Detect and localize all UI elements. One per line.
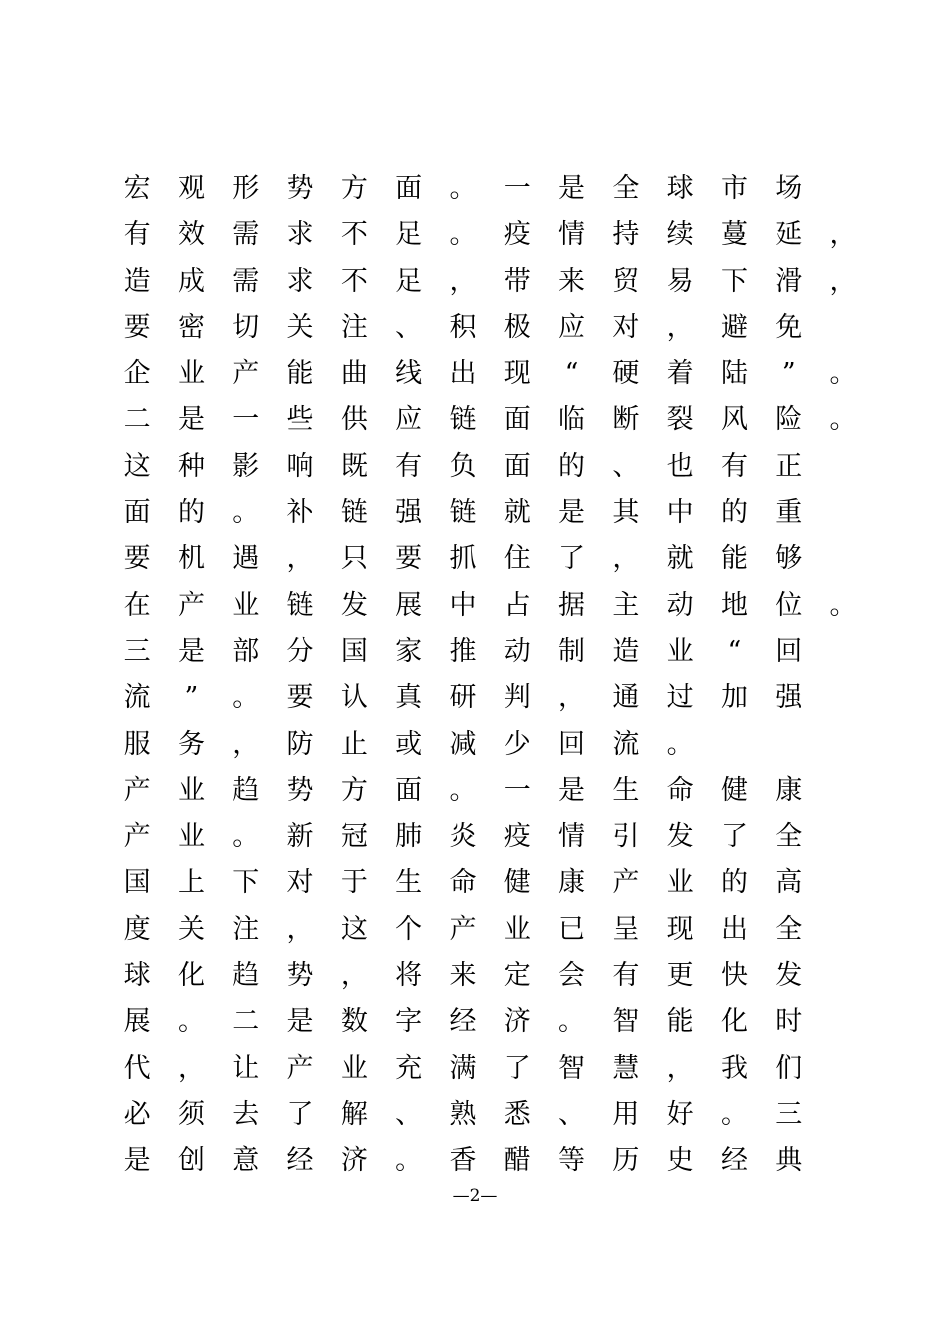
- text-line: 展 。 二 是 数 字 经 济 。 智 能 化 时: [123, 1006, 803, 1038]
- text-line: 这 种 影 响 既 有 负 面 的 、 也 有 正: [123, 450, 803, 482]
- text-line: 球 化 趋 势 ， 将 来 定 会 有 更 快 发: [123, 960, 803, 992]
- text-line: 造 成 需 求 不 足 ， 带 来 贸 易 下 滑 ，: [123, 265, 857, 297]
- text-line: 产 业 趋 势 方 面 。 一 是 生 命 健 康: [123, 774, 803, 806]
- text-line: 宏 观 形 势 方 面 。 一 是 全 球 市 场: [123, 173, 803, 204]
- text-line: 度 关 注 ， 这 个 产 业 已 呈 现 出 全: [123, 913, 803, 945]
- text-line: 面 的 。 补 链 强 链 就 是 其 中 的 重: [123, 497, 803, 529]
- text-line: 服 务 ， 防 止 或 减 少 回 流 。: [123, 728, 694, 760]
- text-line: 国 上 下 对 于 生 命 健 康 产 业 的 高: [123, 867, 803, 899]
- text-line: 有 效 需 求 不 足 。 疫 情 持 续 蔓 延 ，: [123, 219, 857, 251]
- body-text: [110, 166, 870, 1185]
- text-line: 流 ” 。 要 认 真 研 判 ， 通 过 加 强: [123, 682, 803, 714]
- text-line: 企 业 产 能 曲 线 出 现 “ 硬 着 陆 ” 。: [123, 358, 857, 390]
- text-line: 代 ， 让 产 业 充 满 了 智 慧 ， 我 们: [123, 1052, 803, 1084]
- text-line: 在 产 业 链 发 展 中 占 据 主 动 地 位 。: [123, 589, 857, 621]
- text-line: 是 创 意 经 济 。 香 醋 等 历 史 经 典: [123, 1145, 803, 1177]
- text-line: 产 业 。 新 冠 肺 炎 疫 情 引 发 了 全: [123, 821, 803, 853]
- text-line: 必 须 去 了 解 、 熟 悉 、 用 好 。 三: [123, 1098, 803, 1130]
- text-line: 二 是 一 些 供 应 链 面 临 断 裂 风 险 。: [123, 404, 857, 436]
- page-number: —2—: [452, 1186, 498, 1206]
- text-line: 三 是 部 分 国 家 推 动 制 造 业 “ 回: [123, 635, 803, 667]
- text-line: 要 密 切 关 注 、 积 极 应 对 ， 避 免: [123, 311, 803, 343]
- text-line: 要 机 遇 ， 只 要 抓 住 了 ， 就 能 够: [123, 543, 803, 575]
